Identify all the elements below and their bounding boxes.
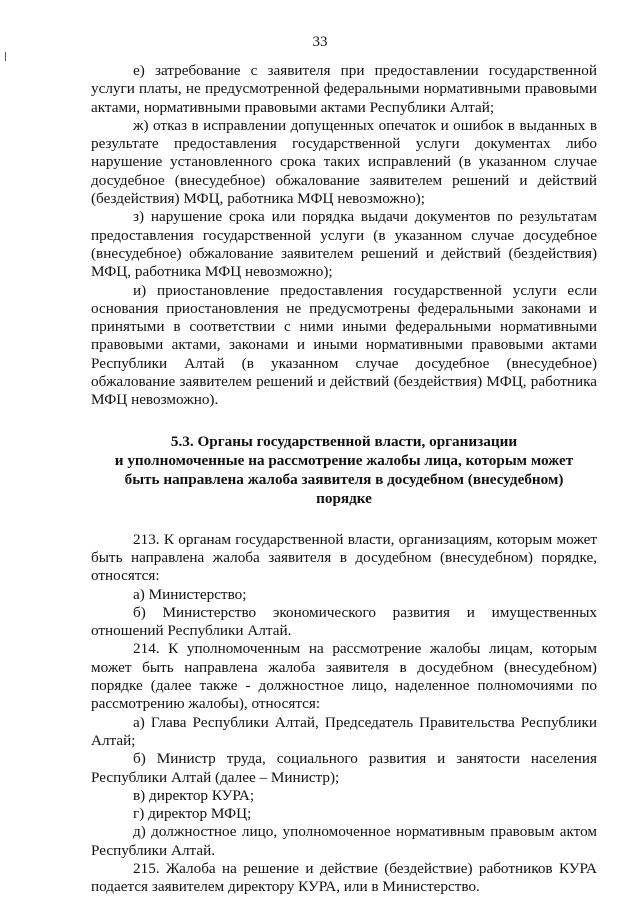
paragraph-214-g: г) директор МФЦ; bbox=[133, 805, 252, 823]
paragraph-214-v: в) директор КУРА; bbox=[133, 786, 255, 804]
paragraph-item-e: е) затребование с заявителя при предоставлении государственной услуги платы, не предусмотренной федеральными нормативными правовыми актами, нормативными правовыми актами Республики Алтай; bbox=[91, 62, 597, 116]
paragraph-214-a: а) Глава Республики Алтай, Председатель Правительства Республики Алтай; bbox=[91, 713, 597, 749]
paragraph-213-a: а) Министерство; bbox=[133, 585, 247, 603]
section-heading bbox=[91, 432, 597, 508]
paragraph-item-zh: ж) отказ в исправлении допущенных опечаток и ошибок в выданных в результате предоставления государственной услуги документах либо нарушение установленного срока таких исправлений (в указанном случае досудебное (внесудебное) обжалование заявителем решений и действий (бездействия) МФЦ, работника МФЦ невозможно); bbox=[91, 116, 597, 208]
section-heading-line: и уполномоченные на рассмотрение жалобы лица, которым может bbox=[114, 451, 574, 469]
paragraph-213: 213. К органам государственной власти, организациям, которым может быть направлена жалоба заявителя в досудебном (внесудебном) порядке, относятся: bbox=[91, 530, 597, 585]
margin-mark bbox=[5, 52, 6, 61]
paragraph-214-d: д) должностное лицо, уполномоченное нормативным правовым актом Республики Алтай. bbox=[91, 823, 597, 859]
section-heading-line: быть направлена жалоба заявителя в досудебном (внесудебном) bbox=[124, 470, 564, 488]
paragraph-214-b: б) Министр труда, социального развития и занятости населения Республики Алтай (далее – Министр); bbox=[91, 750, 597, 786]
section-heading-line: порядке bbox=[316, 489, 372, 507]
page-number: 33 bbox=[312, 34, 328, 50]
document-body bbox=[91, 62, 597, 897]
paragraph-item-z: з) нарушение срока или порядка выдачи документов по результатам предоставления государственной услуги (в указанном случае досудебное (внесудебное) обжалование заявителем решений и действий (бездействия) МФЦ, работника МФЦ невозможно); bbox=[91, 208, 597, 281]
paragraph-214: 214. К уполномоченным на рассмотрение жалобы лицам, которым может быть направлена жалоба заявителя в досудебном (внесудебном) порядке (далее также - должностное лицо, наделенное полномочиями по рассмотрению жалобы), относятся: bbox=[91, 640, 597, 713]
paragraph-213-b: б) Министерство экономического развития и имущественных отношений Республики Алтай. bbox=[91, 603, 597, 640]
paragraph-item-i: и) приостановление предоставления государственной услуги если основания приостановления не предусмотрены федеральными законами и принятыми в соответствии с ними иными федеральными нормативными правовыми актами, законами и иными нормативными правовыми актами Республики Алтай (в указанном случае досудебное (внесудебное) обжалование заявителем решений и действий (бездействия) МФЦ, работника МФЦ невозможно). bbox=[91, 281, 597, 409]
section-heading-line: 5.3. Органы государственной власти, организации bbox=[170, 432, 518, 450]
paragraph-215: 215. Жалоба на решение и действие (бездействие) работников КУРА подается заявителем директору КУРА, или в Министерство. bbox=[91, 859, 597, 896]
